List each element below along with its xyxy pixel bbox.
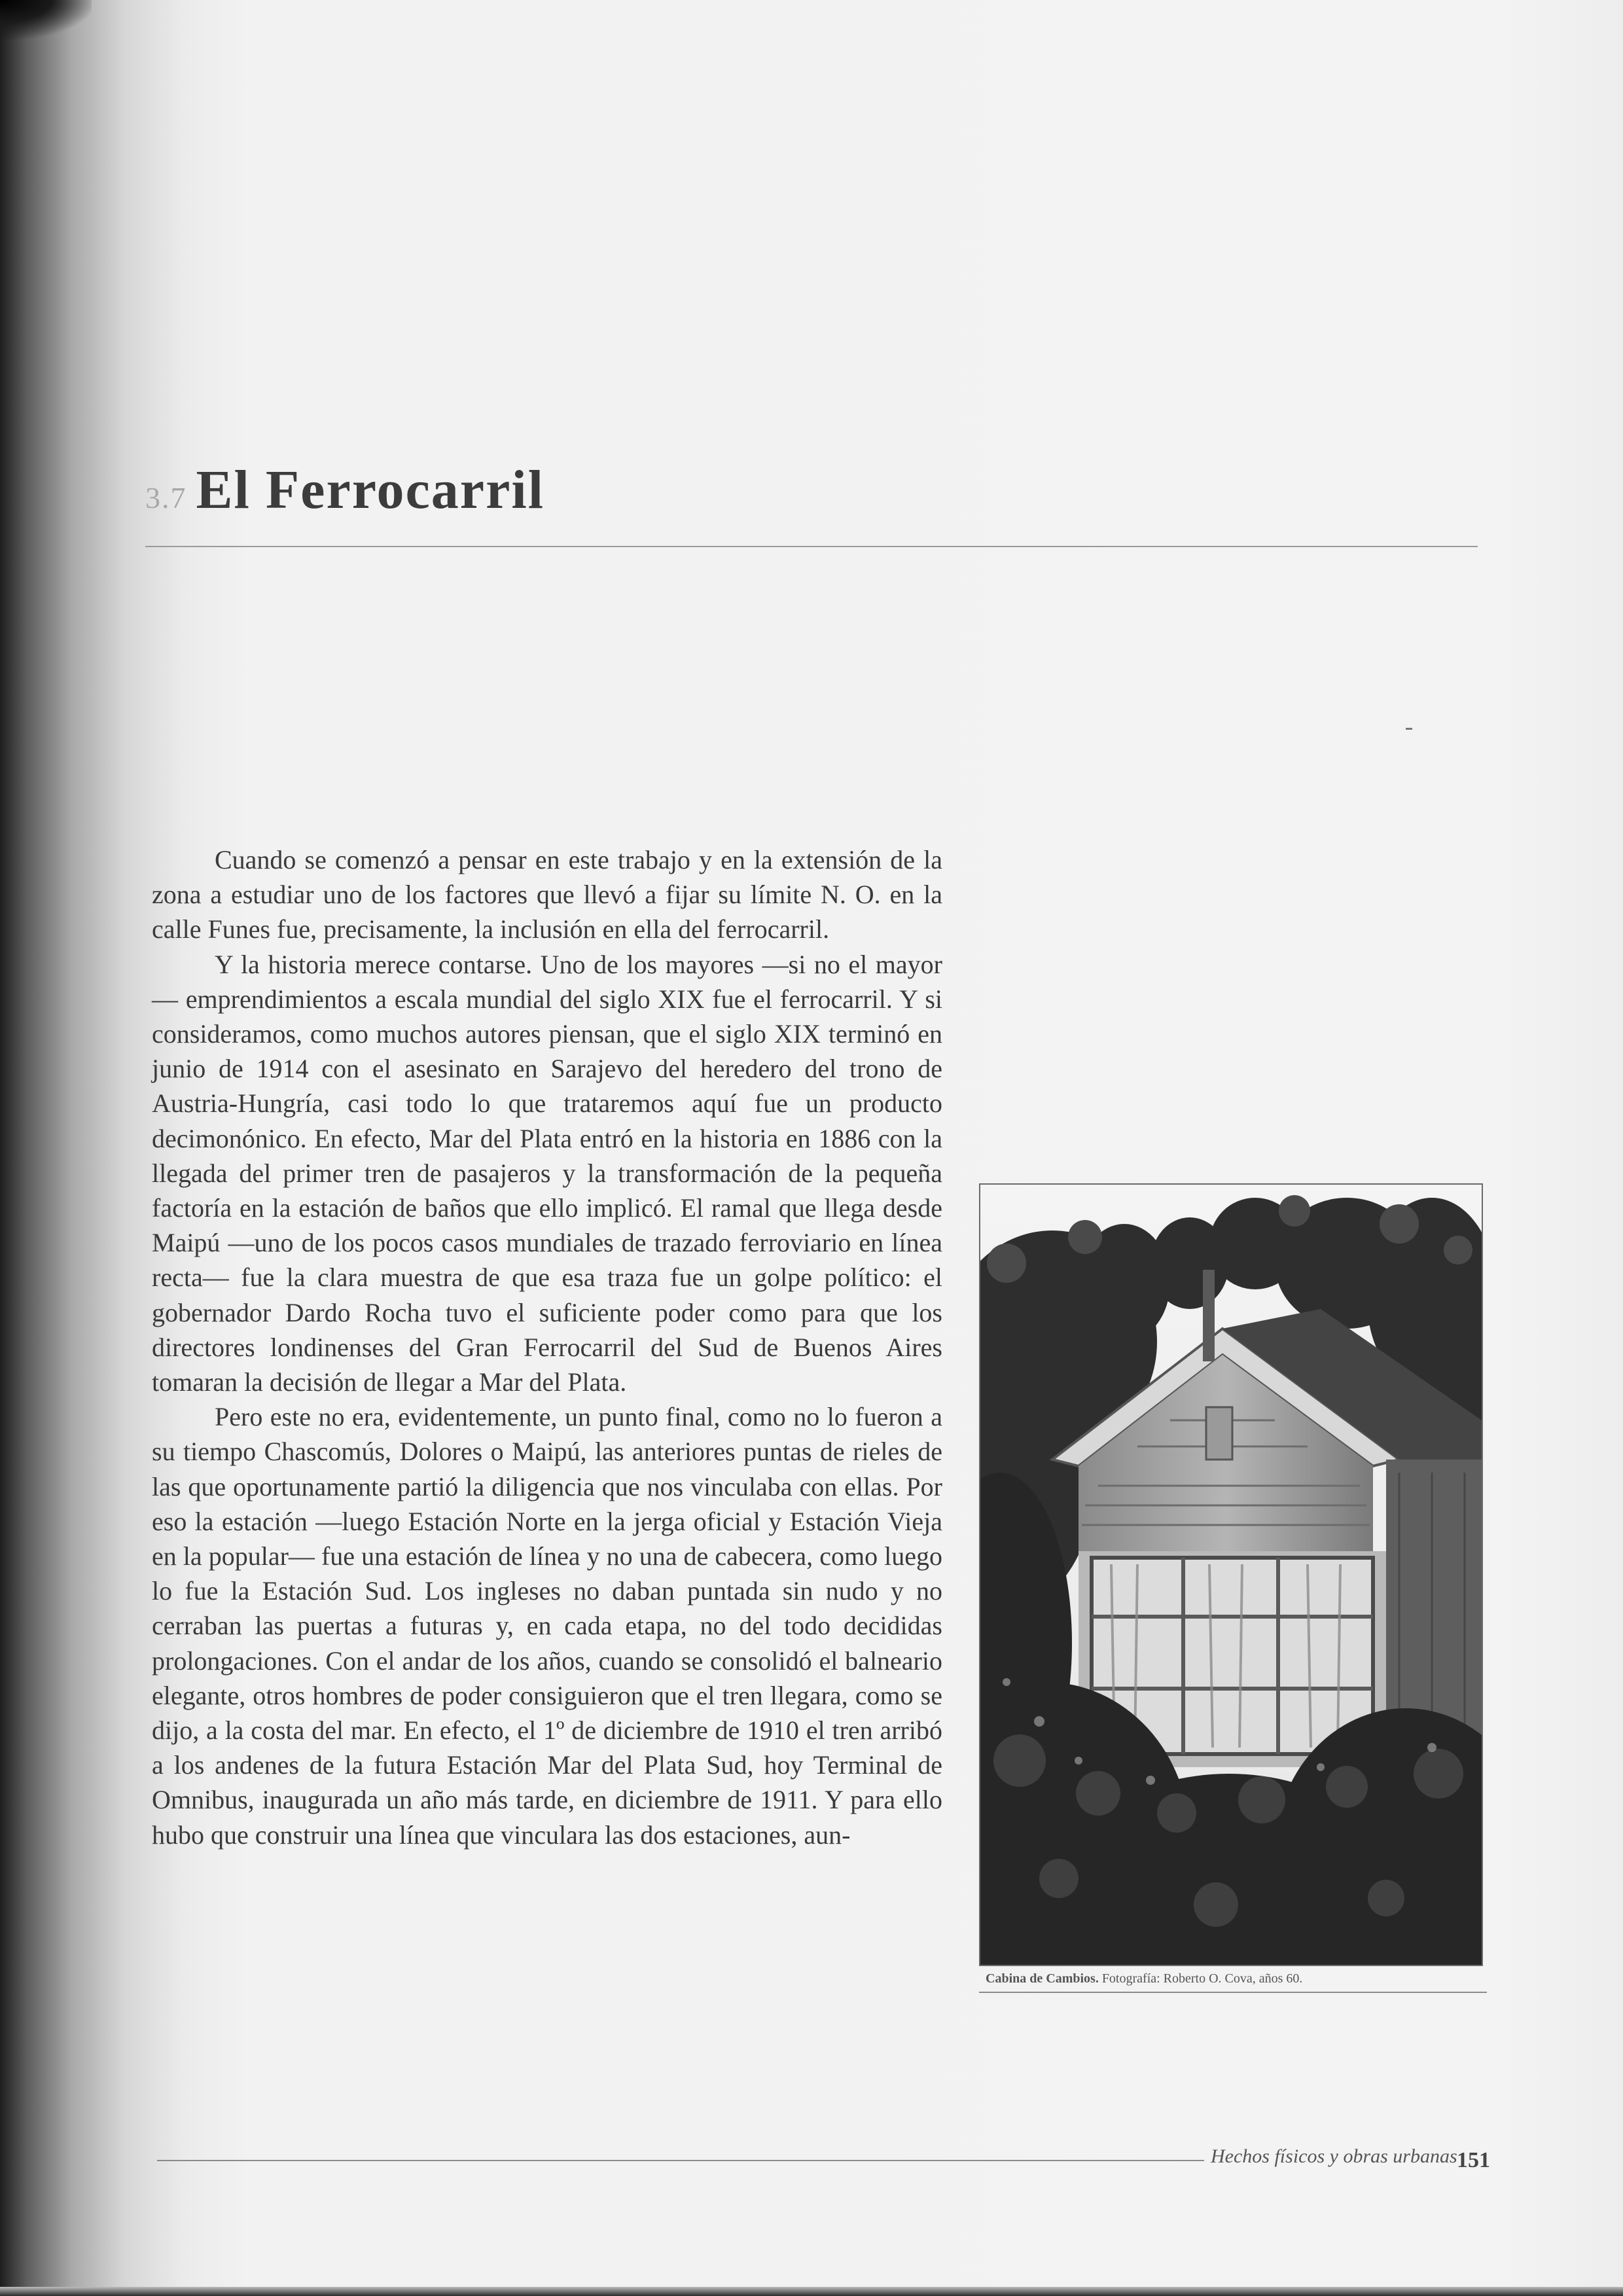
body-text [152,842,942,1852]
paragraph: Cuando se comenzó a pensar en este trabajo y en la extensión de la zona a estudiar uno de los factores que llevó a fijar su límite N. O. en la calle Funes fue, precisamente, la inclusión en ella del ferrocarril. [152,845,942,944]
section-number: 3.7 [145,481,187,514]
paragraph: Y la historia merece contarse. Uno de los mayores —si no el mayor— emprendimientos a escala mundial del siglo XIX fue el ferrocarril. Y si consideramos, como muchos autores piensan, que el siglo XIX terminó en junio de 1914 con el asesinato en Sarajevo del heredero del trono de Austria-Hungría, casi todo lo que trataremos aquí fue un producto decimonónico. En efecto, Mar del Plata entró en la historia en 1886 con la llegada del primer tren de pasajeros y la transformación de la pequeña factoría en la estación de baños que ello implicó. El ramal que llega desde Maipú —uno de los pocos casos mundiales de trazado ferroviario en línea recta— fue la clara muestra de que esa traza fue un golpe político: el gobernador Dardo Rocha tuvo el suficiente poder como para que los directores londinenses del Gran Ferrocarril del Sud de Buenos Aires tomaran la decisión de llegar a Mar del Plata. [152,949,942,1397]
footer-divider [157,2160,1204,2161]
running-title: Hechos físicos y obras urbanas [1211,2145,1457,2167]
page-bottom-edge [0,2287,1623,2296]
heading-divider [145,546,1478,547]
section-heading [145,458,544,522]
caption-credit: Fotografía: Roberto O. Cova, años 60. [1101,1971,1303,1986]
paragraph: Pero este no era, evidentemente, un punto final, como no lo fueron a su tiempo Chascomús, Dolores o Maipú, las anteriores puntas de rieles de las que oportunamente partió la diligencia que nos vinculaba con ellas. Por eso la estación —luego Estación Norte en la jerga oficial y Estación Vieja en la popular— fue una estación de línea y no una de cabecera, como luego lo fue la Estación Sud. Los ingleses no daban puntada sin nudo y no cerraban las puertas a futuras y, en cada etapa, no del todo decididas prolongaciones. Con el andar de los años, cuando se consolidó el balneario elegante, otros hombres de poder consiguieron que el tren llegara, como se dijo, a la costa del mar. En efecto, el 1º de diciembre de 1910 el tren arribó a los andenes de la futura Estación Mar del Plata Sud, hoy Terminal de Omnibus, inaugurada un año más tarde, en diciembre de 1911. Y para ello hubo que construir una línea que vinculara las dos estaciones, aun- [152,1402,942,1850]
page-number: 151 [1457,2148,1490,2172]
scan-speck [1406,728,1412,730]
binding-shadow [0,0,92,39]
figure-caption [986,1971,1483,1986]
section-title: El Ferrocarril [196,459,545,520]
photo-cabina-de-cambios [979,1183,1483,1966]
caption-title: Cabina de Cambios. [986,1971,1099,1986]
caption-divider [979,1992,1487,1993]
